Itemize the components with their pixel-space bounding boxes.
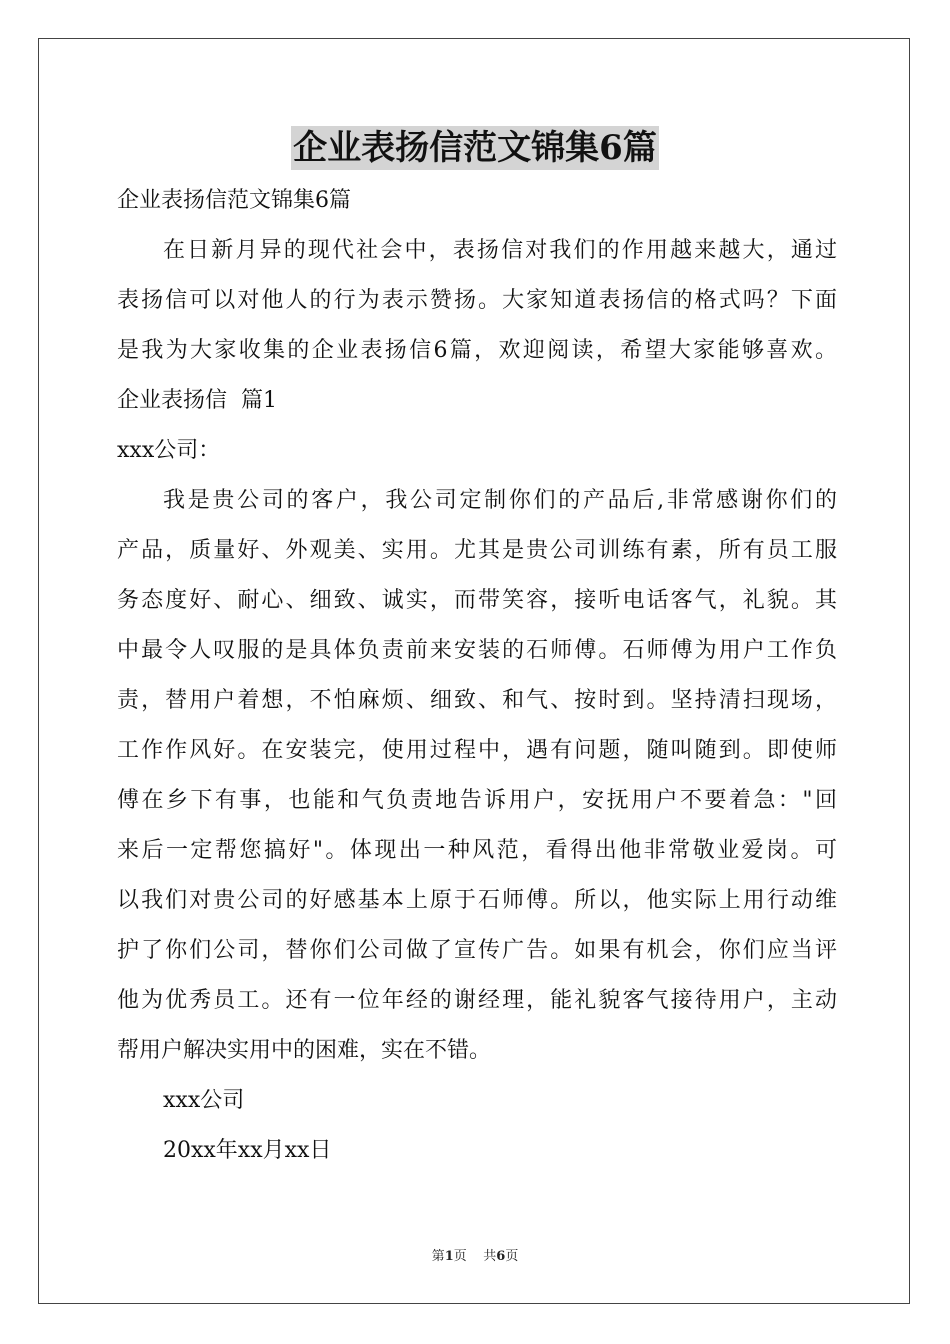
body-line: 中最令人叹服的是具体负责前来安装的石师傅。石师傅为用户工作负 [117,638,837,663]
body-line: 来后一定帮您搞好"。体现出一种风范，看得出他非常敬业爱岗。可 [117,838,837,863]
intro-line: 是我为大家收集的企业表扬信6篇，欢迎阅读，希望大家能够喜欢。 [117,338,837,363]
signature: xxx公司 [163,1088,245,1113]
body-line: 傅在乡下有事，也能和气负责地告诉用户，安抚用户不要着急："回 [117,788,837,813]
footer-prefix: 第 [431,1249,445,1264]
body-line: 护了你们公司，替你们公司做了宣传广告。如果有机会，你们应当评 [117,938,837,963]
title-container [0,126,950,170]
document-body [117,176,837,1176]
footer-page-number: 1 [444,1249,454,1264]
body-line: 以我们对贵公司的好感基本上原于石师傅。所以，他实际上用行动维 [117,888,837,913]
intro-line: 表扬信可以对他人的行为表示赞扬。大家知道表扬信的格式吗？下面 [117,288,837,313]
body-line: 产品，质量好、外观美、实用。尤其是贵公司训练有素，所有员工服 [117,538,837,563]
body-line: 务态度好、耐心、细致、诚实，而带笑容，接听电话客气，礼貌。其 [117,588,837,613]
footer-mid: 页 共 [453,1249,497,1264]
body-line: 他为优秀员工。还有一位年经的谢经理，能礼貌客气接待用户，主动 [117,988,837,1013]
body-line: 责，替用户着想，不怕麻烦、细致、和气、按时到。坚持清扫现场， [117,688,837,713]
section-heading: 企业表扬信 篇1 [117,388,277,413]
date: 20xx年xx月xx日 [163,1138,332,1163]
body-line: 我是贵公司的客户，我公司定制你们的产品后,非常感谢你们的 [163,488,837,513]
body-line: 帮用户解决实用中的困难，实在不错。 [117,1038,492,1063]
salutation: xxx公司： [117,438,221,463]
footer-total-pages: 6 [496,1249,506,1264]
document-subtitle: 企业表扬信范文锦集6篇 [117,188,351,213]
intro-line: 在日新月异的现代社会中，表扬信对我们的作用越来越大，通过 [163,238,837,263]
body-line: 工作作风好。在安装完，使用过程中，遇有问题，随叫随到。即使师 [117,738,837,763]
document-title: 企业表扬信范文锦集6篇 [293,128,657,168]
page-footer [0,1245,950,1264]
footer-suffix: 页 [505,1249,519,1264]
